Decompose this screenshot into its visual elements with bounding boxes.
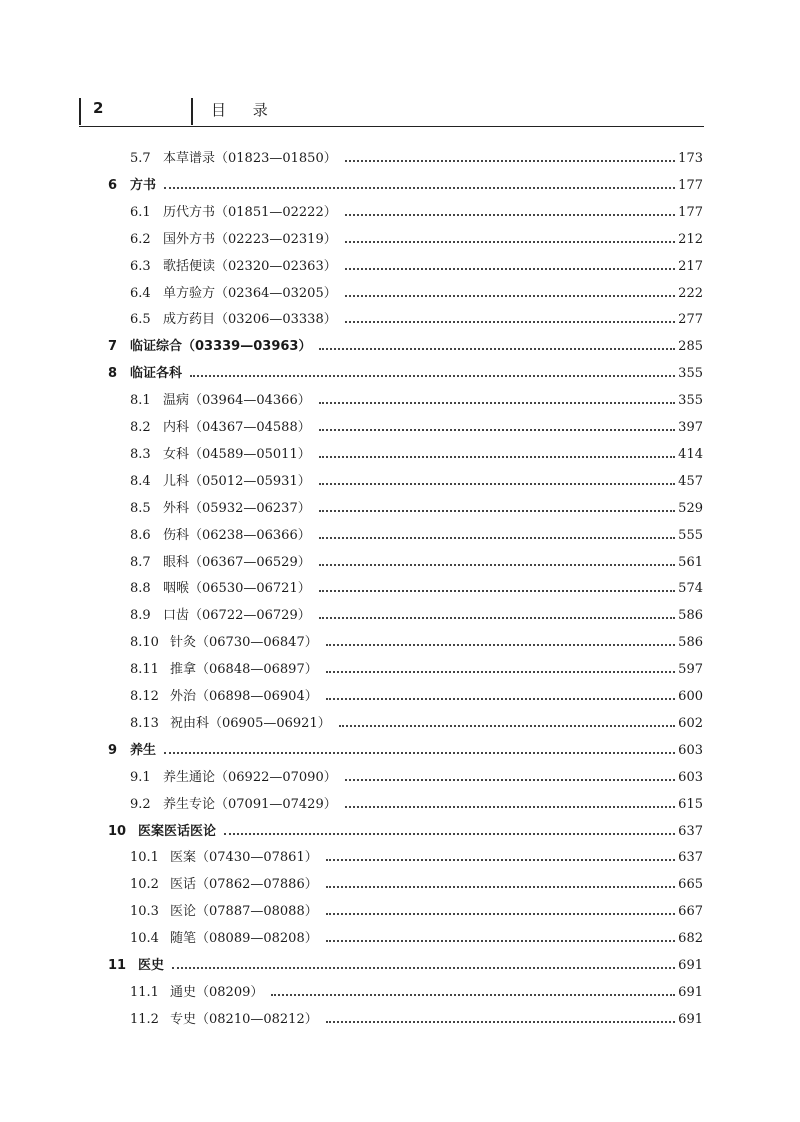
toc-page-number: 665 [678,877,703,893]
toc-entry-number: 11.2 [130,1011,159,1027]
toc-section-row [0,148,800,170]
toc-dot-leader [319,617,675,619]
toc-dot-leader [319,483,675,485]
toc-dot-leader [345,160,675,162]
toc-section-row [0,928,800,950]
toc-page-number: 277 [678,312,703,328]
toc-section-row [0,713,800,735]
toc-page-number: 397 [678,420,703,435]
toc-entry-title: 临证综合（03339—03963） [130,339,312,355]
toc-chapter-row [0,955,800,977]
toc-page-number: 217 [678,258,703,274]
toc-page-number: 173 [678,151,703,166]
toc-page-number: 561 [678,554,703,570]
toc-page-number: 603 [678,742,703,758]
toc-page-number: 637 [678,850,703,866]
toc-entry-title: 推拿（06848—06897） [170,662,318,678]
toc-section-row [0,283,800,305]
header-left-rule [79,98,81,125]
toc-entry-number: 8.13 [130,715,159,731]
toc-page-number: 586 [678,635,703,651]
toc-section-row [0,578,800,600]
toc-entry-title: 单方验方（02364—03205） [163,285,337,301]
toc-page-number: 457 [678,473,703,489]
toc-entry-number: 8.10 [130,635,159,651]
toc-page-number: 222 [678,285,703,301]
toc-entry-number: 8.9 [130,608,151,624]
toc-entry-number: 8.1 [130,393,151,409]
toc-dot-leader [319,456,675,458]
toc-page-number: 691 [678,1011,703,1027]
toc-dot-leader [326,698,675,700]
header-title: 目 录 [211,101,279,119]
toc-entry-title: 外治（06898—06904） [170,689,318,704]
toc-dot-leader [271,994,675,996]
toc-entry-title: 内科（04367—04588） [163,420,311,435]
toc-entry-number: 6.5 [130,312,151,328]
toc-entry-title: 医案医话医论 [138,823,217,839]
toc-entry-title: 养生专论（07091—07429） [163,796,337,812]
toc-entry-title: 医史 [138,958,165,973]
toc-entry-title: 外科（05932—06237） [163,500,311,516]
toc-page-number: 574 [678,581,703,597]
toc-page-number: 212 [678,231,703,247]
toc-section-row [0,552,800,574]
toc-dot-leader [319,564,675,566]
toc-entry-title: 口齿（06722—06729） [163,608,311,624]
toc-entry-number: 7 [108,339,118,355]
toc-section-row [0,202,800,224]
toc-entry-number: 9 [108,742,118,758]
toc-entry-title: 针灸（06730—06847） [170,635,318,651]
toc-dot-leader [319,537,675,539]
toc-entry-number: 8.6 [130,527,151,543]
toc-entry-number: 10.1 [130,850,159,866]
toc-dot-leader [326,859,675,861]
toc-page-number: 529 [678,500,703,516]
toc-dot-leader [345,295,675,297]
toc-section-row [0,498,800,520]
toc-section-row [0,874,800,896]
toc-page-number: 600 [678,689,703,704]
toc-entry-title: 女科（04589—05011） [163,446,311,462]
toc-dot-leader [326,644,675,646]
toc-section-row [0,229,800,251]
toc-chapter-row [0,336,800,358]
toc-entry-title: 医案（07430—07861） [170,850,318,866]
toc-entry-title: 歌括便读（02320—02363） [163,258,337,274]
toc-entry-title: 养生 [130,742,157,758]
toc-entry-number: 8.2 [130,420,151,435]
toc-dot-leader [326,940,675,942]
toc-dot-leader [326,1021,675,1023]
toc-chapter-row [0,821,800,843]
toc-page-number: 355 [678,366,703,382]
toc-section-row [0,471,800,493]
toc-entry-number: 11 [108,958,127,973]
toc-dot-leader [164,187,675,189]
toc-entry-title: 历代方书（01851—02222） [163,204,337,220]
toc-page-number: 285 [678,339,703,355]
toc-entry-number: 8.3 [130,446,151,462]
toc-entry-number: 9.1 [130,769,151,785]
toc-chapter-row [0,175,800,197]
toc-entry-number: 6.4 [130,285,151,301]
toc-page-number: 637 [678,823,703,839]
header-divider [191,98,193,125]
toc-section-row [0,686,800,708]
toc-entry-number: 6.3 [130,258,151,274]
toc-section-row [0,417,800,439]
toc-page-number: 355 [678,393,703,409]
toc-chapter-row [0,363,800,385]
toc-entry-number: 9.2 [130,796,151,812]
toc-entry-title: 专史（08210—08212） [170,1011,318,1027]
toc-entry-title: 养生通论（06922—07090） [163,769,337,785]
toc-section-row [0,256,800,278]
toc-dot-leader [345,268,675,270]
toc-dot-leader [345,779,675,781]
toc-page-number: 691 [678,984,703,1000]
toc-dot-leader [319,402,675,404]
toc-section-row [0,444,800,466]
toc-entry-number: 8.11 [130,662,159,678]
toc-dot-leader [326,671,675,673]
toc-dot-leader [345,214,675,216]
toc-dot-leader [345,806,675,808]
toc-entry-number: 5.7 [130,151,151,166]
toc-entry-title: 温病（03964—04366） [163,393,311,409]
toc-dot-leader [319,510,675,512]
toc-chapter-row [0,740,800,762]
toc-section-row [0,309,800,331]
toc-section-row [0,605,800,627]
toc-section-row [0,632,800,654]
page-number: 2 [93,99,104,117]
toc-section-row [0,847,800,869]
toc-section-row [0,1009,800,1031]
toc-entry-title: 本草谱录（01823—01850） [163,151,337,166]
toc-dot-leader [319,590,675,592]
toc-entry-number: 10.4 [130,931,159,947]
toc-dot-leader [172,967,675,969]
toc-dot-leader [224,833,675,835]
toc-entry-number: 8.5 [130,500,151,516]
toc-dot-leader [326,886,675,888]
toc-page-number: 414 [678,446,703,462]
toc-entry-number: 6 [108,177,118,193]
toc-entry-title: 儿科（05012—05931） [163,473,311,489]
toc-section-row [0,901,800,923]
toc-entry-title: 临证各科 [130,366,183,382]
toc-section-row [0,794,800,816]
toc-entry-title: 祝由科（06905—06921） [170,715,331,731]
toc-section-row [0,982,800,1004]
toc-dot-leader [326,913,675,915]
toc-entry-title: 伤科（06238—06366） [163,527,311,543]
toc-page-number: 586 [678,608,703,624]
toc-entry-number: 6.2 [130,231,151,247]
toc-entry-title: 医论（07887—08088） [170,904,318,920]
toc-section-row [0,659,800,681]
toc-entry-title: 方书 [130,177,157,193]
toc-entry-title: 医话（07862—07886） [170,877,318,893]
toc-entry-title: 咽喉（06530—06721） [163,581,311,597]
toc-entry-number: 8.4 [130,473,151,489]
toc-page-number: 615 [678,796,703,812]
toc-entry-number: 11.1 [130,984,159,1000]
toc-dot-leader [319,348,675,350]
toc-page-number: 602 [678,715,703,731]
toc-entry-number: 8.12 [130,689,159,704]
toc-dot-leader [345,241,675,243]
toc-page-number: 682 [678,931,703,947]
toc-section-row [0,525,800,547]
toc-entry-title: 国外方书（02223—02319） [163,231,337,247]
toc-entry-number: 10.2 [130,877,159,893]
toc-entry-title: 成方药目（03206—03338） [163,312,337,328]
toc-page-number: 691 [678,958,703,973]
toc-section-row [0,390,800,412]
toc-page-number: 597 [678,662,703,678]
toc-dot-leader [339,725,675,727]
toc-entry-title: 眼科（06367—06529） [163,554,311,570]
toc-dot-leader [319,429,675,431]
toc-dot-leader [345,321,675,323]
toc-dot-leader [190,375,675,377]
toc-entry-title: 随笔（08089—08208） [170,931,318,947]
toc-dot-leader [164,752,675,754]
toc-page-number: 177 [678,204,703,220]
toc-section-row [0,767,800,789]
toc-entry-title: 通史（08209） [170,984,264,1000]
toc-entry-number: 10.3 [130,904,159,920]
toc-entry-number: 8.7 [130,554,151,570]
toc-entry-number: 10 [108,823,127,839]
toc-entry-number: 8 [108,366,118,382]
toc-page-number: 177 [678,177,703,193]
page-header [79,92,704,127]
toc-page-number: 555 [678,527,703,543]
toc-page-number: 603 [678,769,703,785]
toc-entry-number: 6.1 [130,204,151,220]
toc-page-number: 667 [678,904,703,920]
toc-entry-number: 8.8 [130,581,151,597]
